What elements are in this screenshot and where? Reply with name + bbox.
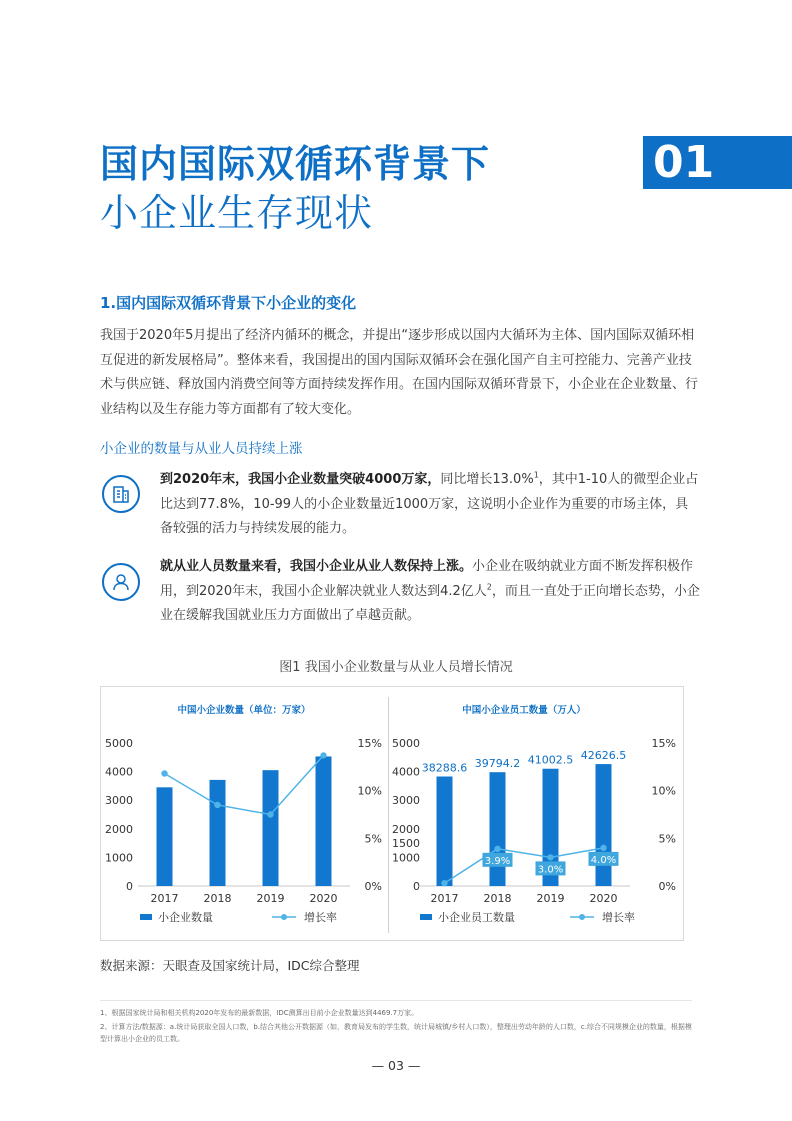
y-left-tick-label: 3000 (105, 794, 133, 808)
figure-title: 图1 我国小企业数量与从业人员增长情况 (279, 660, 513, 675)
bar (316, 756, 332, 886)
y-left-tick-label: 0 (413, 880, 420, 893)
y-left-tick-label: 1000 (105, 851, 133, 865)
building-icon (102, 475, 140, 513)
point-building (160, 468, 700, 542)
sub-heading: 小企业的数量与从业人员持续上涨 (100, 441, 303, 457)
line-data-label: 3.9% (484, 855, 511, 867)
chapter-badge (643, 136, 792, 189)
legend-swatch-bar (420, 914, 432, 920)
page-title-line1: 国内国际双循环背景下 (100, 142, 491, 186)
bar (490, 772, 506, 886)
bar (157, 787, 173, 886)
point-building-bold: 到2020年末，我国小企业数量突破4000万家， (160, 472, 441, 487)
x-tick-label: 2019 (256, 892, 285, 905)
y-left-tick-label: 4000 (105, 765, 133, 779)
y-right-tick-label: 5% (658, 832, 676, 846)
x-tick-label: 2018 (203, 892, 232, 905)
bar (263, 770, 279, 886)
section-heading: 1.国内国际双循环背景下小企业的变化 (100, 294, 357, 312)
series-line-growth (445, 848, 604, 883)
person-icon (102, 563, 140, 601)
bar (210, 780, 226, 886)
line-point (494, 846, 500, 852)
line-point (320, 752, 326, 758)
legend-label-bar: 小企业员工数量 (438, 911, 515, 924)
chart-title: 中国小企业数量（单位：万家） (177, 705, 311, 716)
x-tick-label: 2018 (483, 892, 512, 905)
legend-swatch-bar (140, 914, 152, 920)
y-left-tick-label: 4000 (392, 765, 420, 779)
legend-label-line: 增长率 (602, 911, 635, 924)
series-line-growth (165, 755, 324, 814)
point-person-bold: 就从业人员数量来看，我国小企业从业人数保持上涨。 (160, 559, 473, 574)
x-tick-label: 2020 (309, 892, 338, 905)
x-tick-label: 2017 (430, 892, 459, 905)
footnote-ref-2: 2 (486, 582, 492, 592)
bar-data-label: 41002.5 (527, 753, 574, 767)
point-person (160, 555, 700, 629)
chart-title: 中国小企业员工数量（万人） (462, 705, 586, 716)
y-left-tick-label: 3000 (392, 794, 420, 808)
legend-swatch-point (579, 914, 585, 920)
line-point (161, 770, 167, 776)
x-tick-label: 2019 (536, 892, 565, 905)
x-tick-label: 2017 (150, 892, 179, 905)
y-right-tick-label: 5% (364, 832, 382, 846)
y-left-tick-label: 2000 (105, 822, 133, 836)
bar (437, 776, 453, 886)
y-left-tick-label: 1500 (392, 837, 420, 851)
line-point (600, 845, 606, 851)
line-point (547, 854, 553, 860)
bar-data-label: 42626.5 (580, 749, 627, 763)
y-right-tick-label: 0% (658, 880, 676, 893)
y-right-tick-label: 15% (651, 737, 676, 750)
y-left-tick-label: 1000 (392, 851, 420, 865)
chapter-number: 01 (653, 137, 715, 188)
x-tick-label: 2020 (589, 892, 618, 905)
bar (596, 764, 612, 886)
legend-swatch-point (281, 914, 287, 920)
footnote-1: 1、根据国家统计局和相关机构2020年发布的最新数据，IDC测算出目前小企业数量达到4469.7万家。 (100, 1009, 419, 1017)
y-left-tick-label: 5000 (105, 737, 133, 750)
legend-label-line: 增长率 (304, 911, 337, 924)
y-right-tick-label: 10% (651, 784, 676, 798)
y-left-tick-label: 2000 (392, 822, 420, 836)
line-data-label: 4.0% (590, 854, 617, 866)
footnote-ref-1: 1 (533, 470, 539, 480)
page-title-line2: 小企业生存现状 (100, 191, 374, 235)
bar-data-label: 39794.2 (474, 757, 521, 771)
bar-data-label: 38288.6 (421, 761, 468, 775)
footnote-divider (100, 1000, 692, 1001)
legend-label-bar: 小企业数量 (158, 911, 213, 924)
y-right-tick-label: 10% (357, 784, 382, 798)
line-data-label: 3.0% (537, 864, 564, 876)
page-number: — 03 — (371, 1058, 421, 1073)
point-building-text-b: ，其中1-10人的微型企业占比达到77.8%，10-99人的小企业数量近1000万家，这说明小企业作为重要的市场主体，具备较强的活力与持续发展的能力。 (160, 472, 699, 536)
chart-enterprise-count (100, 686, 390, 941)
intro-paragraph: 我国于2020年5月提出了经济内循环的概念，并提出“逐步形成以国内大循环为主体、国内国际双循环相互促进的新发展格局”。整体来看，我国提出的国内国际双循环会在强化国产自主可控能力、完善产业技术与供应链、释放国内消费空间等方面持续发挥作用。在国内国际双循环背景下，小企业在企业数量、行业结构以及生存能力等方面都有了较大变化。 (100, 328, 699, 417)
y-left-tick-label: 0 (126, 880, 133, 893)
y-right-tick-label: 15% (357, 737, 382, 750)
point-person-text-b: ，而且一直处于正向增长态势，小企业在缓解我国就业压力方面做出了卓越贡献。 (160, 583, 700, 623)
chart-employee-count (390, 686, 684, 941)
line-point (441, 880, 447, 886)
y-right-tick-label: 0% (364, 880, 382, 893)
y-left-tick-label: 5000 (392, 737, 420, 750)
line-point (267, 811, 273, 817)
point-building-text-a: 同比增长13.0% (440, 472, 534, 487)
footnote-2: 2、计算方法/数据源：a.统计局获取全国人口数，b.结合其他公开数据源（如，教育局发布的学生数，统计局城镇/乡村人口数），整理出劳动年龄的人口数，c.综合不同规模企业的数量，根据模型计算出小企业的员工数。 (100, 1023, 692, 1043)
point-person-text-a: 小企业在吸纳就业方面不断发挥积极作用，到2020年末，我国小企业解决就业人数达到4.2亿人 (160, 559, 694, 599)
data-source: 数据来源：天眼查及国家统计局，IDC综合整理 (100, 958, 360, 973)
line-point (214, 802, 220, 808)
